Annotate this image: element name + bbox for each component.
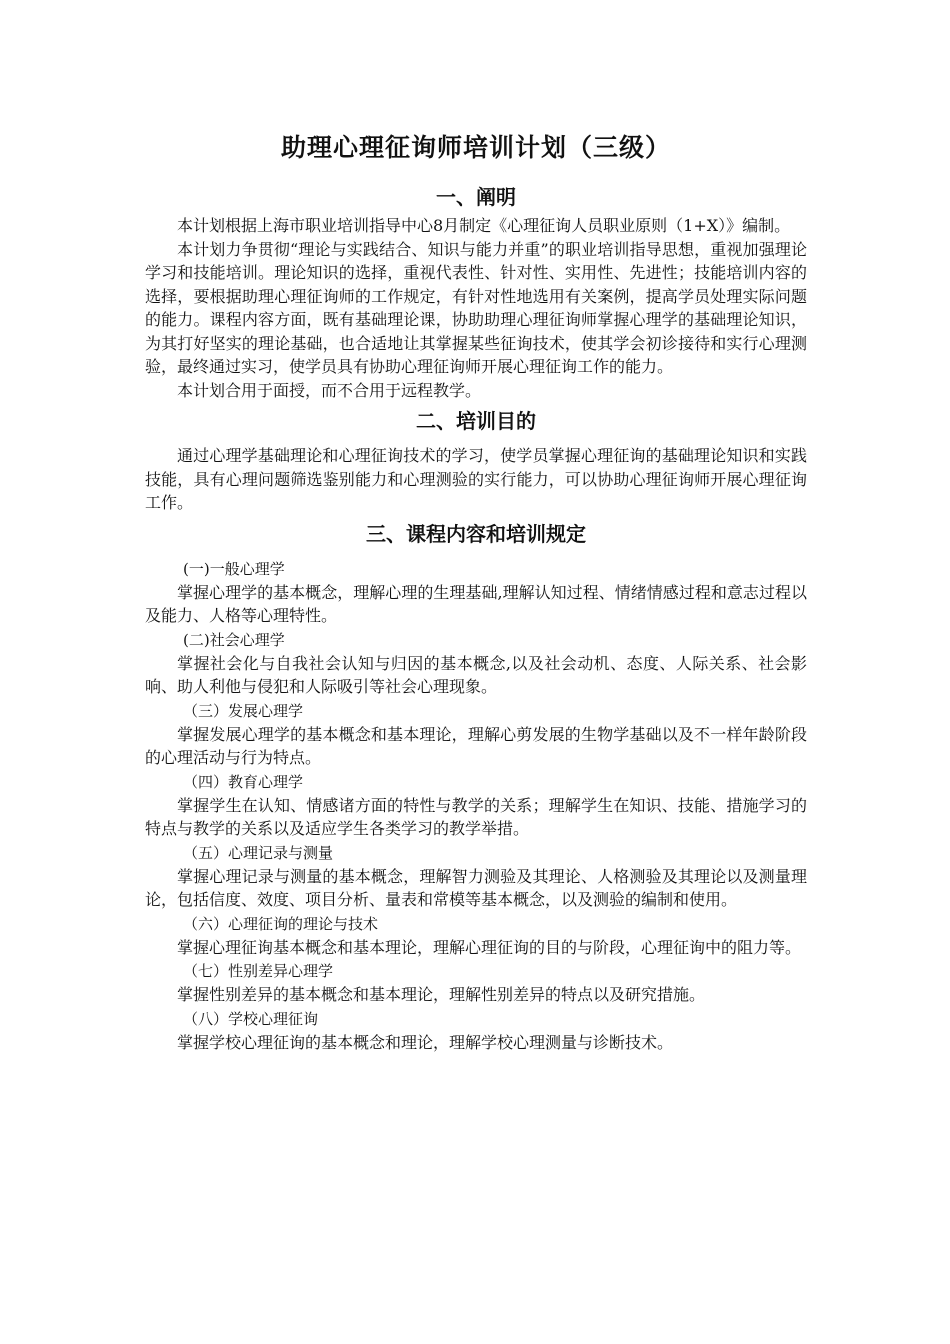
course-description: 掌握学生在认知、情感诸方面的特性与教学的关系；理解学生在知识、技能、措施学习的特点与教学的关系以及适应学生各类学习的教学举措。	[145, 795, 807, 838]
section-heading-explanation: 一、阐明	[436, 185, 516, 209]
course-title: （六）心理征询的理论与技术	[183, 914, 379, 933]
course-title: （七）性别差异心理学	[183, 962, 334, 980]
course-title: (一)一般心理学	[183, 559, 285, 578]
paragraph: 本计划力争贯彻“理论与实践结合、知识与能力并重”的职业培训指导思想，重视加强理论学习和技能培训。理论知识的选择，重视代表性、针对性、实用性、先进性；技能培训内容的选择，要根据助理心理征询师的工作规定，有针对性地选用有关案例，提高学员处理实际问题的能力。课程内容方面，既有基础理论课，协助助理心理征询师掌握心理学的基础理论知识，为其打好坚实的理论基础，也合适地让其掌握某些征询技术，使其学会初诊接待和实行心理测验，最终通过实习，使学员具有协助心理征询师开展心理征询工作的能力。	[145, 239, 807, 376]
document-title: 助理心理征询师培训计划（三级）	[280, 133, 671, 162]
course-description: 掌握心理征询基本概念和基本理论，理解心理征询的目的与阶段，心理征询中的阻力等。	[177, 937, 802, 957]
section-heading-training-goal: 二、培训目的	[416, 409, 536, 433]
paragraph: 本计划根据上海市职业培训指导中心8月制定《心理征询人员职业原则（1+X）》编制。	[177, 216, 791, 235]
course-description: 掌握性别差异的基本概念和基本理论，理解性别差异的特点以及研究措施。	[177, 985, 706, 1004]
course-title: (二)社会心理学	[183, 630, 285, 649]
paragraph: 本计划合用于面授，而不合用于远程教学。	[177, 380, 482, 400]
course-title: （八）学校心理征询	[183, 1009, 319, 1028]
course-description: 掌握社会化与自我社会认知与归因的基本概念,以及社会动机、态度、人际关系、社会影响、助人利他与侵犯和人际吸引等社会心理现象。	[145, 653, 807, 696]
course-description: 掌握学校心理征询的基本概念和理论，理解学校心理测量与诊断技术。	[177, 1032, 674, 1052]
document-page	[145, 128, 807, 1054]
course-title: （三）发展心理学	[183, 701, 304, 720]
course-title: （四）教育心理学	[183, 772, 304, 791]
course-description: 掌握心理记录与测量的基本概念，理解智力测验及其理论、人格测验及其理论以及测量理论，包括信度、效度、项目分析、量表和常模等基本概念，以及测验的编制和使用。	[145, 866, 807, 909]
section-heading-course-content: 三、课程内容和培训规定	[366, 521, 586, 546]
course-description: 掌握发展心理学的基本概念和基本理论，理解心剪发展的生物学基础以及不一样年龄阶段的心理活动与行为特点。	[145, 724, 807, 767]
paragraph: 通过心理学基础理论和心理征询技术的学习，使学员掌握心理征询的基础理论知识和实践技能，具有心理问题筛选鉴别能力和心理测验的实行能力，可以协助心理征询师开展心理征询工作。	[145, 446, 807, 512]
course-title: （五）心理记录与测量	[183, 843, 334, 862]
course-description: 掌握心理学的基本概念，理解心理的生理基础,理解认知过程、情绪情感过程和意志过程以及能力、人格等心理特性。	[145, 582, 807, 625]
